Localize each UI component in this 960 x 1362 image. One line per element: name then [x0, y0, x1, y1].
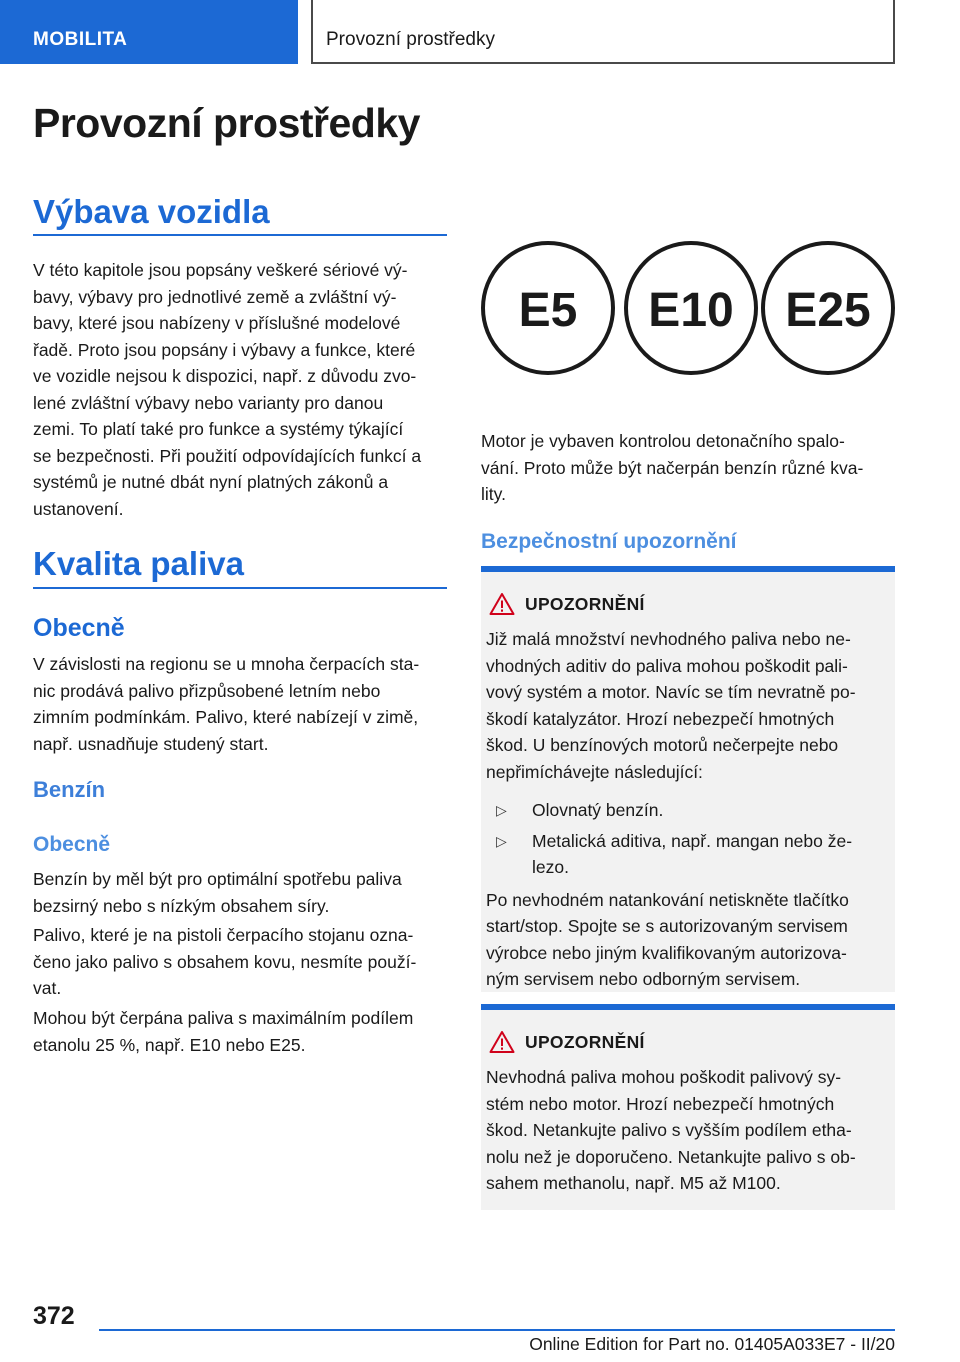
heading-rule — [33, 234, 447, 236]
text-line: se bezpečnosti. Při použití odpovídajících funkcí a — [33, 445, 422, 466]
text-line: zemi. To platí také pro funkce a systémy týkající — [33, 419, 404, 439]
heading-benzin-obecne: Obecně — [33, 833, 111, 856]
text-line: lené zvláštní výbavy nebo varianty pro danou — [33, 392, 384, 413]
text-line: systémů je nutné dbát nyní platných zákonů a — [33, 472, 389, 492]
fuel-label-e5 — [483, 243, 613, 373]
warning-box-1 — [481, 572, 895, 992]
warning-box-2 — [481, 1010, 895, 1210]
list-item-text — [532, 828, 852, 881]
warning-title: UPOZORNĚNÍ — [525, 594, 645, 614]
text-line: např. usnadňuje studený start. — [33, 733, 269, 754]
text-line: nic prodává palivo přizpůsobené letním nebo — [33, 680, 381, 701]
text-line: vový systém a motor. Navíc se tím nevratně po- — [486, 682, 856, 702]
text-line: Již malá množství nevhodného paliva nebo ne- — [486, 629, 851, 649]
text-line: start/stop. Spojte se s autorizovaným servisem — [486, 916, 848, 936]
text-line: bavy, výbavy pro jednotlivé země a zvláštní vý- — [33, 286, 397, 307]
text-line: řadě. Proto jsou popsány i výbavy a funkce, které — [33, 339, 416, 360]
fuel-label-e25 — [763, 243, 893, 373]
list-item — [486, 797, 896, 824]
text-line: Palivo, které je na pistoli čerpacího stojanu ozna- — [33, 925, 414, 945]
list-item — [486, 828, 896, 881]
obecne-paragraph — [33, 651, 463, 757]
text-line: nolu než je doporučeno. Netankujte palivo s ob- — [486, 1146, 856, 1167]
text-line: Metalická aditiva, např. mangan nebo že- — [532, 830, 853, 851]
text-line: ným servisem nebo odborným servisem. — [486, 969, 801, 989]
fuel-label-text: E25 — [785, 284, 871, 337]
section-tab: Provozní prostředky — [311, 0, 895, 64]
list-item-text: Olovnatý benzín. — [532, 800, 664, 820]
text-line: vhodných aditiv do paliva mohou poškodit pali- — [486, 655, 848, 676]
triangle-bullet-icon: ▷ — [496, 832, 507, 849]
text-line: nepřimíchávejte následující: — [486, 761, 703, 782]
text-line: ve vozidle nejsou k dispozici, např. z důvodu zvo- — [33, 366, 417, 386]
triangle-bullet-icon: ▷ — [496, 802, 507, 818]
text-line: lity. — [481, 484, 506, 504]
vybava-paragraph — [33, 257, 463, 522]
page-title: Provozní prostředky — [33, 100, 420, 146]
text-line: čeno jako palivo s obsahem kovu, nesmíte použí- — [33, 951, 417, 972]
text-line: vání. Proto může být načerpán benzín různé kva- — [481, 457, 864, 478]
text-line: Nevhodná paliva mohou poškodit palivový sy- — [486, 1067, 842, 1087]
fuel-label-e10 — [626, 243, 756, 373]
footer-rule — [99, 1329, 895, 1331]
text-line: sahem methanolu, např. M5 až M100. — [486, 1173, 781, 1193]
text-line: etanolu 25 %, např. E10 nebo E25. — [33, 1034, 306, 1055]
text-line: výrobce nebo jiným kvalifikovaným autorizova- — [486, 942, 847, 963]
warning-text — [486, 1064, 896, 1197]
text-line: V závislosti na regionu se u mnoha čerpacích sta- — [33, 654, 420, 674]
benzin-paragraph-2 — [33, 922, 463, 1002]
text-line: stém nebo motor. Hrozí nebezpečí hmotných — [486, 1093, 835, 1114]
heading-benzin: Benzín — [33, 777, 106, 802]
warning-text — [486, 626, 896, 993]
text-line: Mohou být čerpána paliva s maximálním podílem — [33, 1008, 414, 1028]
text-line: škod. Netankujte palivo s vyšším podílem etha- — [486, 1120, 852, 1140]
page-number: 372 — [33, 1302, 75, 1330]
text-line: Benzín by měl být pro optimální spotřebu paliva — [33, 869, 402, 889]
text-line: vat. — [33, 978, 62, 998]
warning-triangle-icon — [489, 592, 515, 616]
text-line: Po nevhodném natankování netiskněte tlačítko — [486, 889, 849, 910]
text-line: lezo. — [532, 857, 569, 877]
heading-obecne: Obecně — [33, 614, 125, 642]
text-line: škodí katalyzátor. Hrozí nebezpečí hmotných — [486, 708, 835, 729]
fuel-labels-figure — [478, 238, 898, 388]
text-line: V této kapitole jsou popsány veškeré sériové vý- — [33, 260, 408, 280]
warning-title: UPOZORNĚNÍ — [525, 1032, 645, 1052]
text-line: Motor je vybaven kontrolou detonačního spalo- — [481, 431, 845, 451]
text-line: zimním podmínkám. Palivo, které nabízejí v zimě, — [33, 707, 419, 727]
text-line: škod. U benzínových motorů nečerpejte nebo — [486, 735, 839, 755]
fuel-label-text: E5 — [518, 284, 578, 337]
engine-paragraph — [481, 428, 911, 508]
benzin-paragraph-1 — [33, 866, 463, 919]
chapter-tab: MOBILITA — [0, 0, 298, 64]
text-line: bavy, které jsou nabízeny v příslušné modelové — [33, 313, 401, 333]
heading-rule — [33, 587, 447, 589]
heading-kvalita: Kvalita paliva — [33, 545, 244, 582]
text-line: ustanovení. — [33, 498, 124, 519]
benzin-paragraph-3 — [33, 1005, 463, 1058]
heading-vybava: Výbava vozidla — [33, 193, 270, 230]
footer-edition: Online Edition for Part no. 01405A033E7 - II/20 — [529, 1334, 895, 1354]
warning-triangle-icon — [489, 1030, 515, 1054]
text-line: bezsirný nebo s nízkým obsahem síry. — [33, 895, 330, 916]
heading-safety: Bezpečnostní upozornění — [481, 530, 737, 553]
fuel-label-text: E10 — [648, 284, 734, 337]
